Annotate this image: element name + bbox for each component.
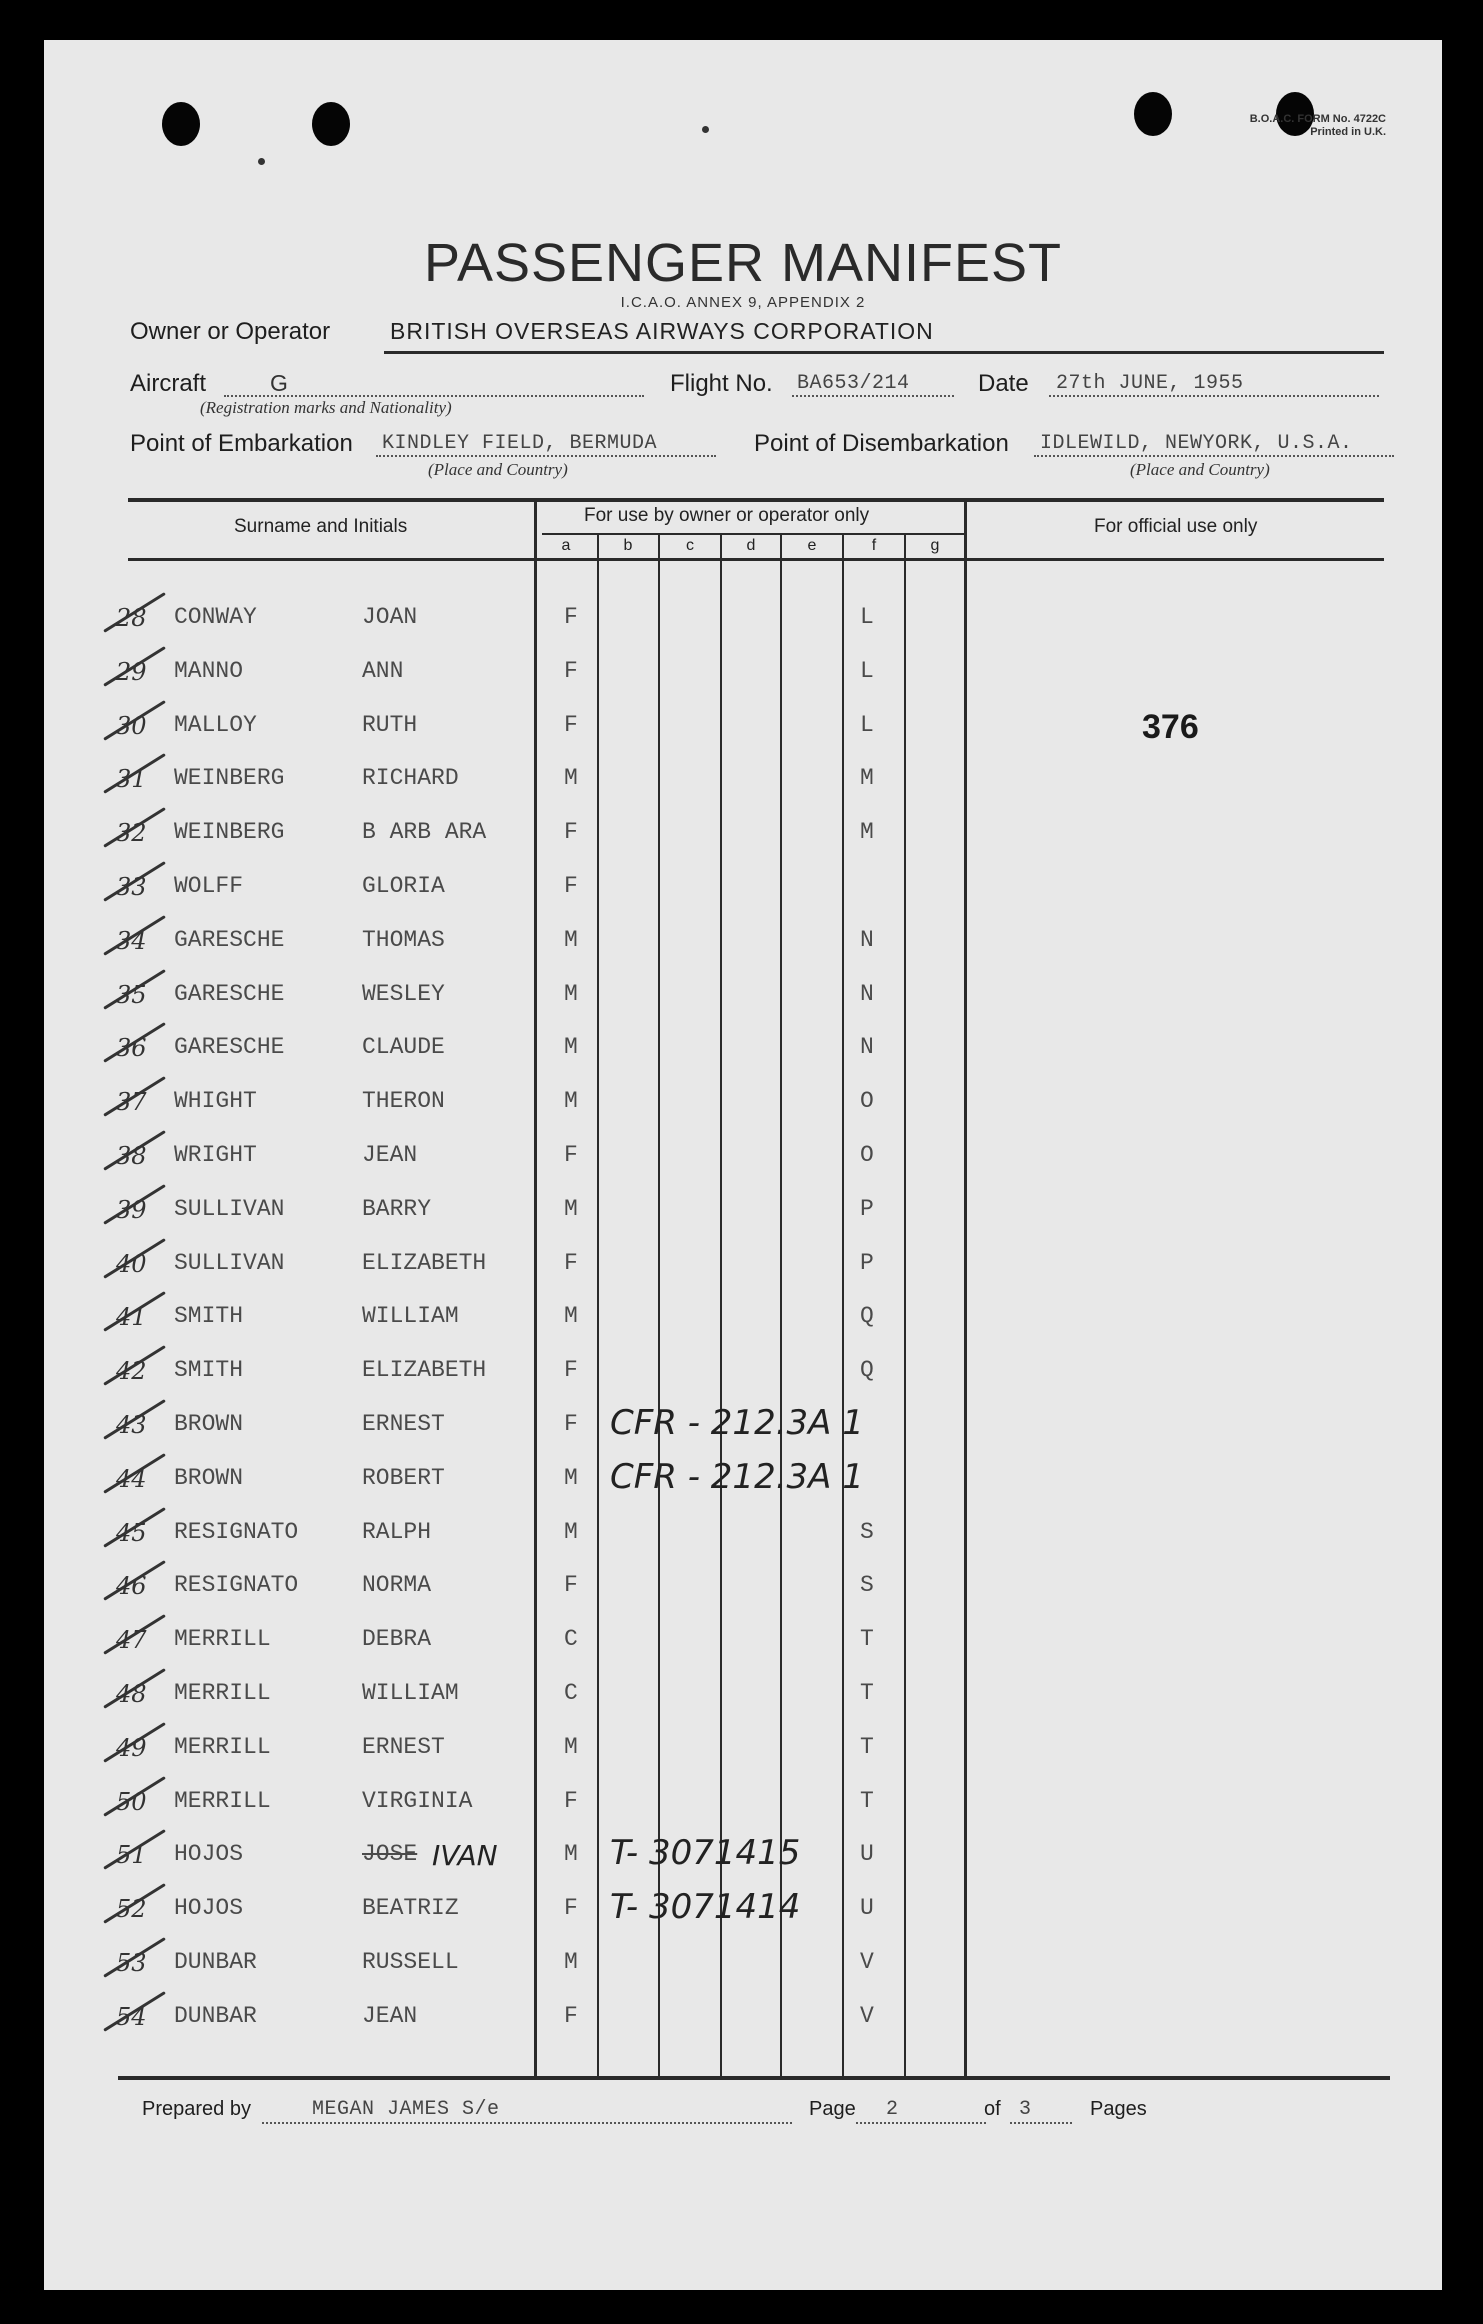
disembarkation-line [1034,455,1394,457]
row-number: 54 [116,2003,147,2031]
col-divider [534,502,537,2076]
surname-cell: WRIGHT [174,1142,257,1168]
column-f-cell: L [860,712,874,738]
given-name-cell: JEAN [362,1142,418,1168]
date-line [1049,395,1379,397]
row-number: 46 [116,1572,147,1600]
given-name-cell: THOMAS [362,927,445,953]
column-f-cell: V [860,1949,874,1975]
sex-cell: M [564,1196,578,1222]
official-stamp: 376 [1142,708,1199,746]
handwritten-note: CFR - 212.3A 1 [610,1457,864,1497]
given-name-cell: BEATRIZ [362,1895,459,1921]
given-name-cell: DEBRA [362,1626,432,1652]
surname-cell: HOJOS [174,1895,244,1921]
row-number: 39 [116,1196,147,1224]
sex-cell: M [564,981,578,1007]
row-number: 34 [116,927,147,955]
page-value: 2 [886,2098,899,2121]
column-f-cell: N [860,927,874,953]
surname-cell: RESIGNATO [174,1572,299,1598]
surname-cell: MANNO [174,658,244,684]
row-number: 30 [116,712,147,740]
given-name-cell: RICHARD [362,765,459,791]
surname-cell: MERRILL [174,1680,271,1706]
surname-cell: WEINBERG [174,765,285,791]
surname-cell: BROWN [174,1411,244,1437]
surname-cell: DUNBAR [174,1949,257,1975]
col-divider [904,533,906,2076]
surname-cell: DUNBAR [174,2003,257,2029]
surname-cell: GARESCHE [174,927,285,953]
column-f-cell: V [860,2003,874,2029]
flight-label: Flight No. [670,370,773,397]
punch-hole-left-1 [162,102,200,146]
form-number: B.O.A.C. FORM No. 4722C Printed in U.K. [1249,113,1386,138]
given-name-cell: BARRY [362,1196,432,1222]
surname-cell: CONWAY [174,604,257,630]
row-number: 33 [116,873,147,901]
sex-cell: F [564,1357,578,1383]
sex-cell: M [564,1841,578,1867]
row-number: 48 [116,1680,147,1708]
column-f-cell: T [860,1680,874,1706]
sex-cell: M [564,1949,578,1975]
of-label: of [984,2098,1001,2120]
surname-cell: RESIGNATO [174,1519,299,1545]
header-owner: For use by owner or operator only [584,505,870,526]
col-divider [842,533,844,2076]
aircraft-label: Aircraft [130,370,207,397]
aircraft-line [224,395,644,397]
column-f-cell: M [860,819,874,845]
surname-cell: WOLFF [174,873,244,899]
sex-cell: F [564,1250,578,1276]
given-name-cell: ELIZABETH [362,1250,487,1276]
sex-cell: C [564,1626,578,1652]
col-divider [964,502,967,2076]
given-name-cell: ERNEST [362,1734,445,1760]
embarkation-caption: (Place and Country) [428,460,568,479]
rule [384,351,1384,354]
given-name-cell: GLORIA [362,873,445,899]
column-f-cell: L [860,604,874,630]
surname-cell: SULLIVAN [174,1250,285,1276]
surname-cell: WEINBERG [174,819,285,845]
column-f-cell: U [860,1841,874,1867]
surname-cell: GARESCHE [174,1034,285,1060]
given-name-correction: IVAN [432,1839,498,1872]
sex-cell: M [564,1034,578,1060]
column-f-cell: T [860,1626,874,1652]
surname-cell: MERRILL [174,1788,271,1814]
column-f-cell: O [860,1088,874,1114]
given-name-cell: RUTH [362,712,418,738]
sex-cell: F [564,1572,578,1598]
row-number: 29 [116,658,147,686]
row-number: 44 [116,1465,147,1493]
row-number: 41 [116,1303,147,1331]
row-number: 45 [116,1519,147,1547]
subcol-f: f [871,537,877,554]
sex-cell: M [564,1088,578,1114]
surname-cell: WHIGHT [174,1088,257,1114]
surname-cell: SULLIVAN [174,1196,285,1222]
embarkation-line [376,455,716,457]
row-number: 38 [116,1142,147,1170]
header-bottom-rule [128,558,1384,561]
date-label: Date [978,370,1029,397]
column-f-cell: O [860,1142,874,1168]
given-name-cell: JOSE [362,1841,418,1867]
row-number: 51 [116,1841,147,1869]
table-bottom-rule [118,2076,1390,2080]
sex-cell: F [564,1411,578,1437]
aircraft-caption: (Registration marks and Nationality) [200,398,452,417]
row-number: 42 [116,1357,147,1385]
page-subtitle: I.C.A.O. ANNEX 9, APPENDIX 2 [620,294,866,311]
given-name-cell: VIRGINIA [362,1788,473,1814]
given-name-cell: WILLIAM [362,1303,459,1329]
page-line [856,2122,986,2124]
sex-cell: F [564,712,578,738]
subcol-d: d [746,537,756,554]
flight-line [792,395,954,397]
sex-cell: M [564,1519,578,1545]
column-f-cell: N [860,981,874,1007]
subheader-rule [542,533,966,535]
row-number: 52 [116,1895,147,1923]
sex-cell: M [564,765,578,791]
sex-cell: F [564,658,578,684]
header-surname: Surname and Initials [234,516,408,537]
disembarkation-label: Point of Disembarkation [754,430,1009,457]
surname-cell: MERRILL [174,1734,271,1760]
speck [258,158,265,165]
column-f-cell: U [860,1895,874,1921]
column-f-cell: M [860,765,874,791]
subcol-g: g [930,537,940,554]
column-f-cell: Q [860,1303,874,1329]
column-f-cell: L [860,658,874,684]
given-name-cell: THERON [362,1088,445,1114]
sex-cell: F [564,1895,578,1921]
aircraft-value: G [270,370,289,396]
given-name-cell: WESLEY [362,981,445,1007]
surname-cell: SMITH [174,1357,244,1383]
prepared-by-line [262,2122,792,2124]
prepared-by-value: MEGAN JAMES S/e [312,2098,500,2121]
given-name-cell: JEAN [362,2003,418,2029]
surname-cell: MERRILL [174,1626,271,1652]
sex-cell: F [564,873,578,899]
given-name-cell: NORMA [362,1572,432,1598]
manifest-sheet [44,40,1442,2290]
column-f-cell: N [860,1034,874,1060]
table-top-rule [128,498,1384,502]
sex-cell: F [564,604,578,630]
subcol-b: b [623,537,633,554]
given-name-cell: B ARB ARA [362,819,487,845]
row-number: 40 [116,1250,147,1278]
sex-cell: F [564,1788,578,1814]
given-name-cell: RALPH [362,1519,432,1545]
given-name-cell: WILLIAM [362,1680,459,1706]
sex-cell: F [564,819,578,845]
given-name-cell: ANN [362,658,404,684]
sex-cell: F [564,1142,578,1168]
column-f-cell: P [860,1250,874,1276]
given-name-cell: ELIZABETH [362,1357,487,1383]
date-value: 27th JUNE, 1955 [1056,372,1244,395]
given-name-cell: RUSSELL [362,1949,459,1975]
prepared-by-label: Prepared by [142,2098,251,2120]
handwritten-note: T- 3071415 [610,1833,801,1873]
disembarkation-caption: (Place and Country) [1130,460,1270,479]
row-number: 50 [116,1788,147,1816]
row-number: 47 [116,1626,147,1654]
sex-cell: M [564,927,578,953]
row-number: 35 [116,981,147,1009]
given-name-cell: CLAUDE [362,1034,445,1060]
subcol-a: a [561,537,571,554]
subcol-e: e [807,537,817,554]
col-divider [597,533,599,2076]
row-number: 37 [116,1088,147,1116]
surname-cell: MALLOY [174,712,257,738]
handwritten-note: T- 3071414 [610,1887,801,1927]
column-f-cell: P [860,1196,874,1222]
row-number: 32 [116,819,147,847]
column-f-cell: S [860,1519,874,1545]
surname-cell: GARESCHE [174,981,285,1007]
punch-hole-left-2 [312,102,350,146]
subcol-c: c [686,537,694,554]
page-title: PASSENGER MANIFEST [423,233,1063,293]
row-number: 43 [116,1411,147,1439]
sex-cell: C [564,1680,578,1706]
column-f-cell: T [860,1788,874,1814]
given-name-cell: JOAN [362,604,418,630]
row-number: 53 [116,1949,147,1977]
surname-cell: HOJOS [174,1841,244,1867]
punch-hole-right-1 [1134,92,1172,136]
sex-cell: M [564,1303,578,1329]
given-name-cell: ERNEST [362,1411,445,1437]
surname-cell: SMITH [174,1303,244,1329]
column-f-cell: Q [860,1357,874,1383]
embarkation-value: KINDLEY FIELD, BERMUDA [382,432,658,455]
row-number: 31 [116,765,147,793]
surname-cell: BROWN [174,1465,244,1491]
column-f-cell: T [860,1734,874,1760]
of-line [1010,2122,1072,2124]
of-value: 3 [1019,2098,1032,2121]
row-number: 28 [116,604,147,632]
given-name-cell: ROBERT [362,1465,445,1491]
handwritten-note: CFR - 212.3A 1 [610,1403,864,1443]
pages-label: Pages [1090,2098,1147,2120]
operator-value: BRITISH OVERSEAS AIRWAYS CORPORATION [390,318,934,344]
row-number: 49 [116,1734,147,1762]
flight-value: BA653/214 [797,372,910,395]
speck [702,126,709,133]
disembarkation-value: IDLEWILD, NEWYORK, U.S.A. [1040,432,1353,455]
operator-label: Owner or Operator [130,318,331,345]
embarkation-label: Point of Embarkation [130,430,353,457]
header-official: For official use only [1094,516,1258,537]
column-f-cell: S [860,1572,874,1598]
page-label: Page [809,2098,856,2120]
row-number: 36 [116,1034,147,1062]
sex-cell: M [564,1734,578,1760]
sex-cell: F [564,2003,578,2029]
sex-cell: M [564,1465,578,1491]
